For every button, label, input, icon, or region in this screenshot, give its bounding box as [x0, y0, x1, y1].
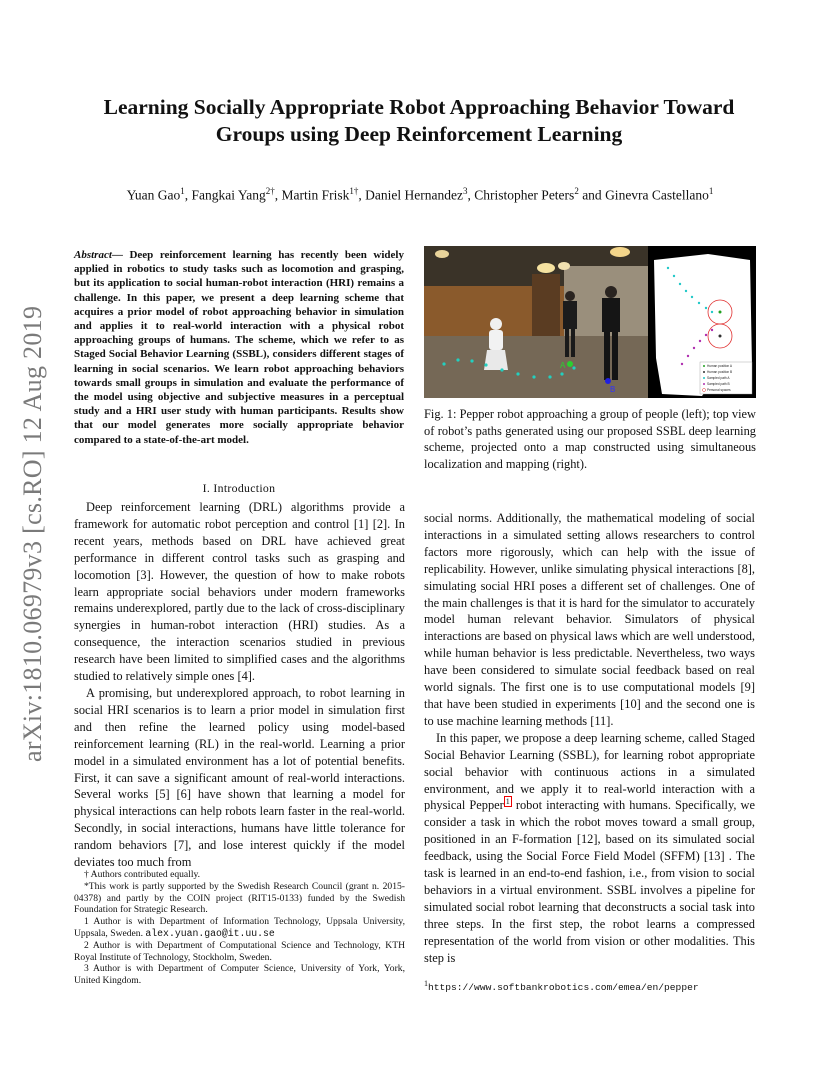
figure-1-caption: Fig. 1: Pepper robot approaching a group of people (left); top view of robot’s paths generated using our proposed SSBL deep learning scheme, projected onto a map constructed using simultaneous localization and mapping (right). — [424, 407, 756, 471]
author-name: Christopher Peters — [474, 187, 575, 203]
author-name: Daniel Hernandez — [365, 187, 463, 203]
legend-human-a: Human position A — [707, 364, 732, 369]
arxiv-identifier-stamp — [18, 272, 48, 762]
footnote-affiliation-3: 3 Author is with Department of Computer Science, University of York, York, United Kingdom. — [74, 963, 405, 987]
author-affiliation-mark: 1 — [708, 186, 714, 196]
pepper-url[interactable]: https://www.softbankrobotics.com/emea/en/pepper — [428, 982, 699, 994]
abstract-label: Abstract — [74, 249, 112, 261]
figure-1-photo — [424, 246, 649, 398]
author-separator: , — [274, 187, 282, 203]
legend-path-a: Sampled path A — [707, 376, 730, 381]
author-separator: , — [358, 187, 366, 203]
author-list — [40, 186, 800, 204]
intro-paragraph-3: social norms. Additionally, the mathematical modeling of social interactions in a simulated setting allows researchers to control factors more rigorously, which can help with the issue of replicability. However, unlike simulating physical interactions [8], simulating social HRI poses a different set of challenges. One of the main challenges is that it is hard for the simulator to accurately model human relevant behavior. Simulators of physical interactions are based on physical laws which are well understood, while human behavior is less predictable. Nevertheless, two ways have been considered to simulate social feedback based on real world signals. The first one is to use computational models [9] that have been studied in experiments [10] and the second one is to use machine learning methods [11]. — [424, 511, 755, 728]
author-affiliation-mark: 2 — [574, 186, 579, 196]
legend-personal-spaces: Personal spaces — [707, 388, 731, 393]
footnote-funding: *This work is partly supported by the Swedish Research Council (grant n. 2015-04378) and partly by the COIN project (RIT15-0133) funded by the Swedish Foundation for Strategic Research. — [74, 880, 405, 916]
author-affiliation-mark: 1† — [349, 186, 359, 196]
footnotes — [74, 869, 405, 987]
legend-path-b: Sampled path B — [707, 382, 730, 387]
marker-a-label: A — [560, 361, 566, 370]
author-name: Fangkai Yang — [191, 187, 266, 203]
intro-paragraph-2: A promising, but underexplored approach, to robot learning in social HRI scenarios is to learn a prior model in simulation first and then refine the learned policy using model-based reinforcement learning (RL) in the real-world. Learning a prior model in a simulated environment has a lot of potential benefits. First, it can save a significant amount of real-world interactions. Several works [5] [6] have shown that learning a model for physical interactions can help robots learn faster in the real-world. Secondly, in social interactions, humans have little tolerance for random behaviors [7], and lose interest quickly if the model deviates too much from — [74, 685, 405, 870]
author-affiliation-mark: 1 — [180, 186, 185, 196]
author-separator: , — [467, 187, 475, 203]
legend-human-b: Human position B — [707, 370, 733, 375]
author-affiliation-mark: 2† — [265, 186, 275, 196]
title-line-1: Learning Socially Appropriate Robot Approaching Behavior Toward — [103, 95, 735, 119]
intro-column-right — [424, 510, 755, 966]
footnote-affiliation-1: 1 Author is with Department of Information Technology, Uppsala University, Uppsala, Sweden. alex.yuan.gao@it.uu.se — [74, 916, 405, 939]
author-name: Martin Frisk — [281, 187, 350, 203]
abstract — [74, 248, 404, 447]
arxiv-id-text: arXiv:1810.06979v3 [cs.RO] 12 Aug 2019 — [18, 305, 47, 762]
section-heading-introduction: I. Introduction — [202, 481, 276, 495]
figure-1-map — [648, 246, 756, 398]
author-affiliation-mark: 3 — [462, 186, 468, 196]
author-email[interactable]: alex.yuan.gao@it.uu.se — [145, 927, 275, 939]
title-line-2: Groups using Deep Reinforcement Learning — [215, 122, 623, 146]
footnote-affiliation-2: 2 Author is with Department of Computational Science and Technology, KTH Royal Institute of Technology, Stockholm, Sweden. — [74, 939, 405, 963]
author-name: Ginevra Castellano — [605, 187, 709, 203]
marker-b-label: B — [610, 385, 616, 394]
pepper-footnote-link[interactable]: 1 — [505, 797, 510, 807]
author-separator: , — [184, 187, 192, 203]
footnote-pepper — [424, 979, 755, 993]
abstract-text: — Deep reinforcement learning has recently been widely applied in robotics to study tasks such as locomotion and grasping, but its application to social human-robot interaction (HRI) remains a challenge. In this paper, we present a deep learning scheme that acquires a prior model of robot approaching behavior in simulation and applies it to real-world interaction with a physical robot approaching groups of humans. The scheme, which we refer to as Staged Social Behavior Learning (SSBL), considers different stages of learning in social scenarios. We learn robot approaching behaviors towards small groups in simulation and evaluate the performance of the model using objective and subjective measures in a perceptual study and a HRI user study with human participants. Results show that our model generates more socially appropriate behavior compared to a state-of-the-art model. — [74, 249, 404, 446]
pepper-footnote-mark: 1 — [424, 979, 428, 988]
slam-map-image — [648, 246, 756, 398]
author-separator: and — [578, 187, 606, 203]
robot-scene-image — [424, 246, 649, 398]
paper-title — [60, 94, 778, 148]
intro-column-left — [74, 499, 405, 871]
author-name: Yuan Gao — [126, 187, 181, 203]
intro-paragraph-1: Deep reinforcement learning (DRL) algorithms provide a framework for automatic robot perception and control [1] [2]. In recent years, methods based on DRL have achieved great performance in different control tasks such as grasping and locomotion [3]. However, the question of how to make robots learn appropriate social behaviors under modern frameworks remains underexplored, partly due to the lack of cross-disciplinary synergies in human-robot interaction (HRI) studies. As a consequence, the interaction scenarios studied in previous research have been limited to simplified cases and the algorithms studied to relatively simple ones [4]. — [74, 500, 405, 684]
footnote-equal-contribution: † Authors contributed equally. — [84, 869, 201, 880]
intro-paragraph-4: In this paper, we propose a deep learning scheme, called Staged Social Behavior Learning (SSBL), for learning robot appropriate social behavior with continuous actions in a simulated environment, and we apply it to real-world interaction with a physical Pepper $^1$ robot interacting with humans. Specifically, we consider a task in which the robot moves toward a small group, positioned in an F-formation [12], based on its simulated social feedback, using the Social Force Field Model (SFFM) [13] . The task is learned in an end-to-end fashion, i.e., from vision to social behaviors in a virtual environment. SSBL involves a pipeline for simulated social robot learning that deconstructs a social task into three steps. In the first step, the robot learns a compressed representation of the world from vision or other modalities. This step is — [424, 730, 755, 965]
